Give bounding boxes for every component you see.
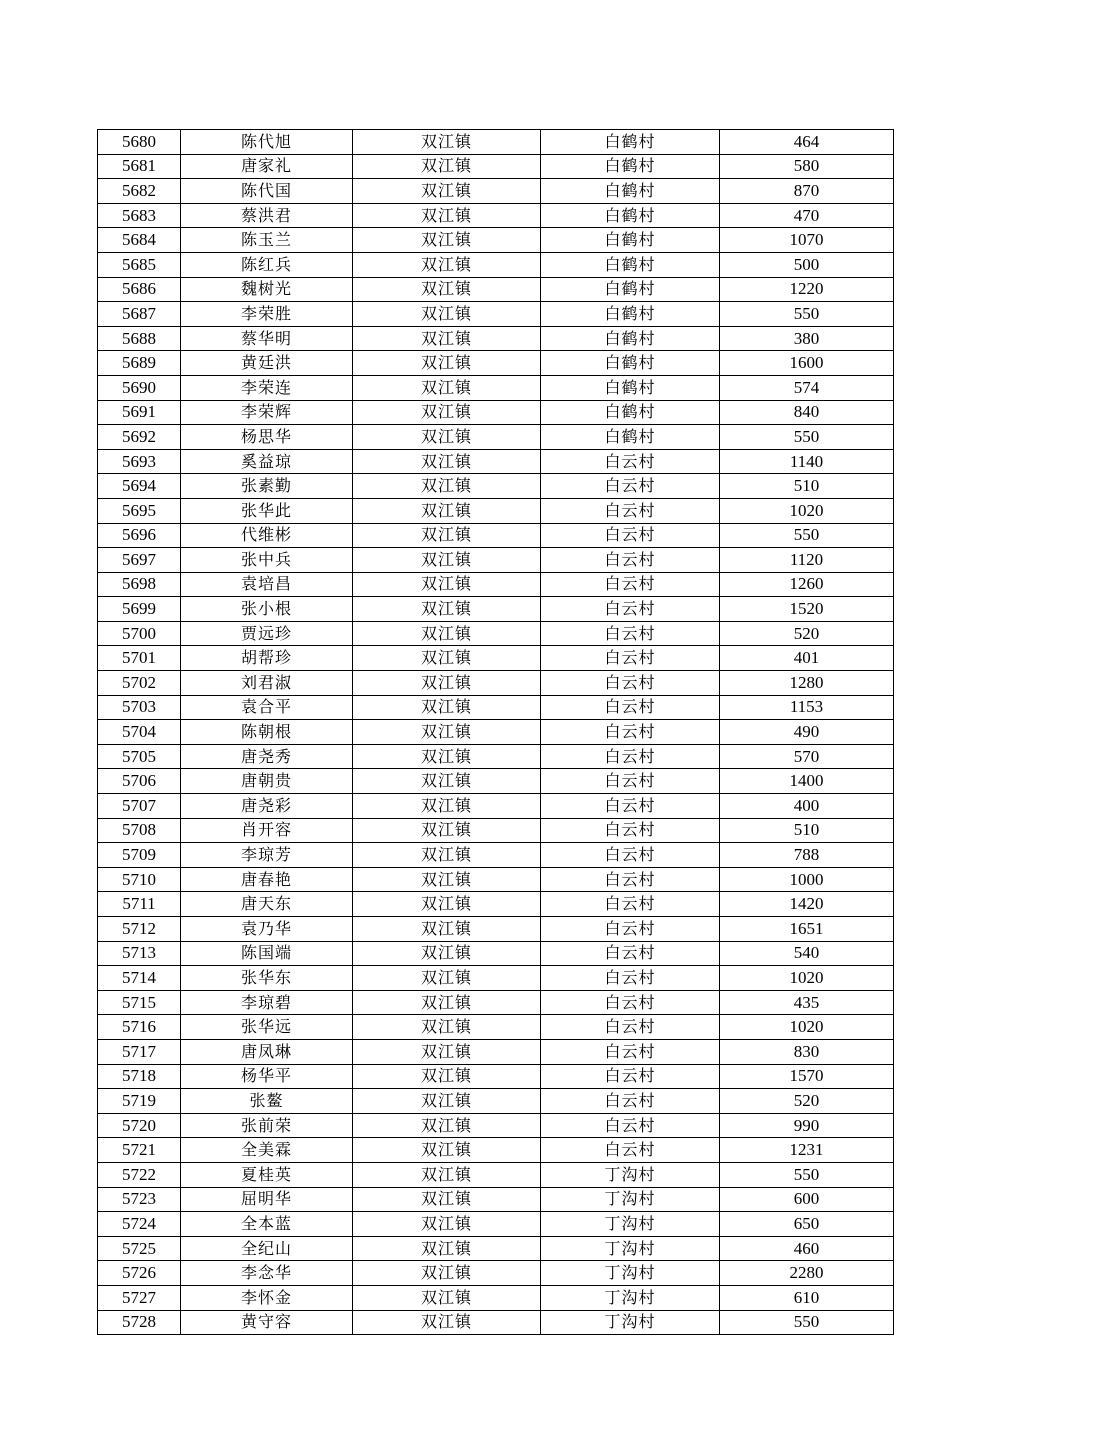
row-number-cell: 5710 xyxy=(98,867,181,892)
row-number-cell: 5724 xyxy=(98,1212,181,1237)
table-row xyxy=(98,818,894,843)
table-row xyxy=(98,695,894,720)
village-cell: 白云村 xyxy=(541,646,720,671)
village-cell: 白云村 xyxy=(541,1015,720,1040)
town-cell: 双江镇 xyxy=(353,1138,541,1163)
town-cell: 双江镇 xyxy=(353,941,541,966)
table-row xyxy=(98,449,894,474)
amount-cell: 500 xyxy=(720,252,894,277)
row-number-cell: 5720 xyxy=(98,1113,181,1138)
table-row xyxy=(98,154,894,179)
row-number-cell: 5681 xyxy=(98,154,181,179)
village-cell: 白鹤村 xyxy=(541,203,720,228)
table-row xyxy=(98,523,894,548)
town-cell: 双江镇 xyxy=(353,548,541,573)
village-cell: 白鹤村 xyxy=(541,302,720,327)
amount-cell: 520 xyxy=(720,1089,894,1114)
town-cell: 双江镇 xyxy=(353,375,541,400)
amount-cell: 990 xyxy=(720,1113,894,1138)
town-cell: 双江镇 xyxy=(353,1261,541,1286)
amount-cell: 550 xyxy=(720,302,894,327)
name-cell: 奚益琼 xyxy=(181,449,353,474)
table-row xyxy=(98,720,894,745)
village-cell: 白云村 xyxy=(541,449,720,474)
row-number-cell: 5721 xyxy=(98,1138,181,1163)
name-cell: 李怀金 xyxy=(181,1285,353,1310)
village-cell: 白鹤村 xyxy=(541,375,720,400)
village-cell: 白云村 xyxy=(541,794,720,819)
town-cell: 双江镇 xyxy=(353,794,541,819)
name-cell: 陈代国 xyxy=(181,179,353,204)
town-cell: 双江镇 xyxy=(353,1310,541,1335)
data-table xyxy=(97,129,894,1335)
name-cell: 杨华平 xyxy=(181,1064,353,1089)
row-number-cell: 5688 xyxy=(98,326,181,351)
town-cell: 双江镇 xyxy=(353,130,541,155)
amount-cell: 464 xyxy=(720,130,894,155)
village-cell: 白云村 xyxy=(541,843,720,868)
town-cell: 双江镇 xyxy=(353,1089,541,1114)
table-row xyxy=(98,1089,894,1114)
name-cell: 全美霖 xyxy=(181,1138,353,1163)
town-cell: 双江镇 xyxy=(353,1064,541,1089)
village-cell: 白云村 xyxy=(541,917,720,942)
table-row xyxy=(98,425,894,450)
table-row xyxy=(98,769,894,794)
row-number-cell: 5703 xyxy=(98,695,181,720)
row-number-cell: 5685 xyxy=(98,252,181,277)
town-cell: 双江镇 xyxy=(353,1039,541,1064)
table-row xyxy=(98,400,894,425)
name-cell: 黄守容 xyxy=(181,1310,353,1335)
table-row xyxy=(98,867,894,892)
amount-cell: 540 xyxy=(720,941,894,966)
amount-cell: 610 xyxy=(720,1285,894,1310)
village-cell: 白鹤村 xyxy=(541,326,720,351)
town-cell: 双江镇 xyxy=(353,646,541,671)
town-cell: 双江镇 xyxy=(353,1236,541,1261)
table-row xyxy=(98,203,894,228)
town-cell: 双江镇 xyxy=(353,966,541,991)
town-cell: 双江镇 xyxy=(353,621,541,646)
row-number-cell: 5718 xyxy=(98,1064,181,1089)
village-cell: 丁沟村 xyxy=(541,1162,720,1187)
town-cell: 双江镇 xyxy=(353,498,541,523)
name-cell: 唐凤琳 xyxy=(181,1039,353,1064)
amount-cell: 460 xyxy=(720,1236,894,1261)
name-cell: 黄廷洪 xyxy=(181,351,353,376)
town-cell: 双江镇 xyxy=(353,744,541,769)
row-number-cell: 5701 xyxy=(98,646,181,671)
row-number-cell: 5693 xyxy=(98,449,181,474)
table-row xyxy=(98,375,894,400)
table-row xyxy=(98,1310,894,1335)
name-cell: 陈玉兰 xyxy=(181,228,353,253)
amount-cell: 510 xyxy=(720,474,894,499)
table-row xyxy=(98,990,894,1015)
name-cell: 屈明华 xyxy=(181,1187,353,1212)
table-row xyxy=(98,548,894,573)
amount-cell: 550 xyxy=(720,1310,894,1335)
village-cell: 白鹤村 xyxy=(541,400,720,425)
table-row xyxy=(98,1285,894,1310)
town-cell: 双江镇 xyxy=(353,1113,541,1138)
row-number-cell: 5711 xyxy=(98,892,181,917)
row-number-cell: 5708 xyxy=(98,818,181,843)
name-cell: 蔡华明 xyxy=(181,326,353,351)
village-cell: 丁沟村 xyxy=(541,1187,720,1212)
table-row xyxy=(98,1064,894,1089)
row-number-cell: 5684 xyxy=(98,228,181,253)
row-number-cell: 5697 xyxy=(98,548,181,573)
village-cell: 白云村 xyxy=(541,1113,720,1138)
amount-cell: 1600 xyxy=(720,351,894,376)
amount-cell: 1070 xyxy=(720,228,894,253)
village-cell: 白云村 xyxy=(541,597,720,622)
table-body xyxy=(98,130,894,1335)
amount-cell: 788 xyxy=(720,843,894,868)
town-cell: 双江镇 xyxy=(353,1212,541,1237)
name-cell: 唐朝贵 xyxy=(181,769,353,794)
name-cell: 陈朝根 xyxy=(181,720,353,745)
name-cell: 肖开容 xyxy=(181,818,353,843)
table-row xyxy=(98,1039,894,1064)
village-cell: 白云村 xyxy=(541,1089,720,1114)
amount-cell: 1651 xyxy=(720,917,894,942)
village-cell: 白鹤村 xyxy=(541,179,720,204)
name-cell: 魏树光 xyxy=(181,277,353,302)
table-row xyxy=(98,1261,894,1286)
row-number-cell: 5694 xyxy=(98,474,181,499)
row-number-cell: 5695 xyxy=(98,498,181,523)
row-number-cell: 5704 xyxy=(98,720,181,745)
row-number-cell: 5705 xyxy=(98,744,181,769)
amount-cell: 470 xyxy=(720,203,894,228)
village-cell: 白云村 xyxy=(541,892,720,917)
table-row xyxy=(98,843,894,868)
table-row xyxy=(98,351,894,376)
name-cell: 张前荣 xyxy=(181,1113,353,1138)
name-cell: 李荣胜 xyxy=(181,302,353,327)
table-row xyxy=(98,941,894,966)
town-cell: 双江镇 xyxy=(353,843,541,868)
amount-cell: 870 xyxy=(720,179,894,204)
town-cell: 双江镇 xyxy=(353,867,541,892)
name-cell: 全本蓝 xyxy=(181,1212,353,1237)
town-cell: 双江镇 xyxy=(353,671,541,696)
amount-cell: 1400 xyxy=(720,769,894,794)
town-cell: 双江镇 xyxy=(353,769,541,794)
name-cell: 张华远 xyxy=(181,1015,353,1040)
name-cell: 李琼芳 xyxy=(181,843,353,868)
village-cell: 白云村 xyxy=(541,523,720,548)
name-cell: 贾远珍 xyxy=(181,621,353,646)
amount-cell: 550 xyxy=(720,425,894,450)
town-cell: 双江镇 xyxy=(353,203,541,228)
row-number-cell: 5686 xyxy=(98,277,181,302)
row-number-cell: 5723 xyxy=(98,1187,181,1212)
amount-cell: 600 xyxy=(720,1187,894,1212)
name-cell: 李荣连 xyxy=(181,375,353,400)
amount-cell: 1020 xyxy=(720,1015,894,1040)
amount-cell: 401 xyxy=(720,646,894,671)
town-cell: 双江镇 xyxy=(353,1162,541,1187)
town-cell: 双江镇 xyxy=(353,572,541,597)
row-number-cell: 5714 xyxy=(98,966,181,991)
name-cell: 李琼碧 xyxy=(181,990,353,1015)
row-number-cell: 5689 xyxy=(98,351,181,376)
table-row xyxy=(98,572,894,597)
town-cell: 双江镇 xyxy=(353,1187,541,1212)
table-row xyxy=(98,474,894,499)
amount-cell: 510 xyxy=(720,818,894,843)
name-cell: 张素勤 xyxy=(181,474,353,499)
village-cell: 白鹤村 xyxy=(541,351,720,376)
row-number-cell: 5712 xyxy=(98,917,181,942)
table-row xyxy=(98,917,894,942)
amount-cell: 580 xyxy=(720,154,894,179)
row-number-cell: 5717 xyxy=(98,1039,181,1064)
name-cell: 代维彬 xyxy=(181,523,353,548)
village-cell: 白云村 xyxy=(541,1138,720,1163)
town-cell: 双江镇 xyxy=(353,277,541,302)
row-number-cell: 5687 xyxy=(98,302,181,327)
village-cell: 白云村 xyxy=(541,474,720,499)
amount-cell: 1520 xyxy=(720,597,894,622)
village-cell: 白鹤村 xyxy=(541,228,720,253)
amount-cell: 574 xyxy=(720,375,894,400)
table-row xyxy=(98,892,894,917)
table-row xyxy=(98,326,894,351)
amount-cell: 550 xyxy=(720,523,894,548)
town-cell: 双江镇 xyxy=(353,228,541,253)
name-cell: 李念华 xyxy=(181,1261,353,1286)
town-cell: 双江镇 xyxy=(353,302,541,327)
town-cell: 双江镇 xyxy=(353,523,541,548)
table-row xyxy=(98,130,894,155)
row-number-cell: 5698 xyxy=(98,572,181,597)
table-row xyxy=(98,252,894,277)
town-cell: 双江镇 xyxy=(353,351,541,376)
row-number-cell: 5683 xyxy=(98,203,181,228)
amount-cell: 400 xyxy=(720,794,894,819)
row-number-cell: 5727 xyxy=(98,1285,181,1310)
name-cell: 蔡洪君 xyxy=(181,203,353,228)
amount-cell: 570 xyxy=(720,744,894,769)
village-cell: 白云村 xyxy=(541,966,720,991)
village-cell: 白鹤村 xyxy=(541,154,720,179)
village-cell: 白云村 xyxy=(541,818,720,843)
table-row xyxy=(98,228,894,253)
name-cell: 袁培昌 xyxy=(181,572,353,597)
amount-cell: 1140 xyxy=(720,449,894,474)
village-cell: 白云村 xyxy=(541,744,720,769)
village-cell: 白云村 xyxy=(541,1064,720,1089)
amount-cell: 1000 xyxy=(720,867,894,892)
name-cell: 胡帮珍 xyxy=(181,646,353,671)
name-cell: 张中兵 xyxy=(181,548,353,573)
table-row xyxy=(98,1162,894,1187)
town-cell: 双江镇 xyxy=(353,818,541,843)
row-number-cell: 5680 xyxy=(98,130,181,155)
name-cell: 陈代旭 xyxy=(181,130,353,155)
table-row xyxy=(98,794,894,819)
row-number-cell: 5699 xyxy=(98,597,181,622)
name-cell: 唐尧秀 xyxy=(181,744,353,769)
row-number-cell: 5725 xyxy=(98,1236,181,1261)
amount-cell: 380 xyxy=(720,326,894,351)
name-cell: 唐天东 xyxy=(181,892,353,917)
amount-cell: 550 xyxy=(720,1162,894,1187)
table-row xyxy=(98,302,894,327)
village-cell: 白云村 xyxy=(541,720,720,745)
town-cell: 双江镇 xyxy=(353,326,541,351)
table-row xyxy=(98,277,894,302)
village-cell: 白云村 xyxy=(541,498,720,523)
amount-cell: 1020 xyxy=(720,966,894,991)
row-number-cell: 5713 xyxy=(98,941,181,966)
name-cell: 夏桂英 xyxy=(181,1162,353,1187)
town-cell: 双江镇 xyxy=(353,252,541,277)
amount-cell: 840 xyxy=(720,400,894,425)
town-cell: 双江镇 xyxy=(353,597,541,622)
name-cell: 李荣辉 xyxy=(181,400,353,425)
row-number-cell: 5692 xyxy=(98,425,181,450)
amount-cell: 830 xyxy=(720,1039,894,1064)
amount-cell: 1280 xyxy=(720,671,894,696)
amount-cell: 1220 xyxy=(720,277,894,302)
name-cell: 陈红兵 xyxy=(181,252,353,277)
village-cell: 白鹤村 xyxy=(541,425,720,450)
village-cell: 白云村 xyxy=(541,572,720,597)
town-cell: 双江镇 xyxy=(353,695,541,720)
row-number-cell: 5728 xyxy=(98,1310,181,1335)
village-cell: 白云村 xyxy=(541,621,720,646)
village-cell: 白云村 xyxy=(541,990,720,1015)
name-cell: 唐尧彩 xyxy=(181,794,353,819)
town-cell: 双江镇 xyxy=(353,474,541,499)
amount-cell: 1231 xyxy=(720,1138,894,1163)
amount-cell: 1153 xyxy=(720,695,894,720)
town-cell: 双江镇 xyxy=(353,1285,541,1310)
table-row xyxy=(98,597,894,622)
table-row xyxy=(98,621,894,646)
amount-cell: 650 xyxy=(720,1212,894,1237)
village-cell: 白云村 xyxy=(541,941,720,966)
table-row xyxy=(98,1113,894,1138)
village-cell: 白云村 xyxy=(541,671,720,696)
town-cell: 双江镇 xyxy=(353,990,541,1015)
village-cell: 白云村 xyxy=(541,548,720,573)
row-number-cell: 5691 xyxy=(98,400,181,425)
table-row xyxy=(98,646,894,671)
village-cell: 丁沟村 xyxy=(541,1261,720,1286)
town-cell: 双江镇 xyxy=(353,154,541,179)
name-cell: 袁乃华 xyxy=(181,917,353,942)
row-number-cell: 5682 xyxy=(98,179,181,204)
town-cell: 双江镇 xyxy=(353,425,541,450)
name-cell: 张小根 xyxy=(181,597,353,622)
amount-cell: 1420 xyxy=(720,892,894,917)
name-cell: 张鳌 xyxy=(181,1089,353,1114)
row-number-cell: 5696 xyxy=(98,523,181,548)
amount-cell: 1120 xyxy=(720,548,894,573)
amount-cell: 490 xyxy=(720,720,894,745)
name-cell: 张华此 xyxy=(181,498,353,523)
town-cell: 双江镇 xyxy=(353,400,541,425)
village-cell: 白云村 xyxy=(541,867,720,892)
amount-cell: 1260 xyxy=(720,572,894,597)
town-cell: 双江镇 xyxy=(353,917,541,942)
row-number-cell: 5709 xyxy=(98,843,181,868)
row-number-cell: 5707 xyxy=(98,794,181,819)
village-cell: 白云村 xyxy=(541,1039,720,1064)
village-cell: 白云村 xyxy=(541,769,720,794)
row-number-cell: 5726 xyxy=(98,1261,181,1286)
town-cell: 双江镇 xyxy=(353,892,541,917)
name-cell: 全纪山 xyxy=(181,1236,353,1261)
town-cell: 双江镇 xyxy=(353,179,541,204)
table-row xyxy=(98,1187,894,1212)
table-row xyxy=(98,1212,894,1237)
village-cell: 白云村 xyxy=(541,695,720,720)
name-cell: 张华东 xyxy=(181,966,353,991)
name-cell: 袁合平 xyxy=(181,695,353,720)
amount-cell: 1020 xyxy=(720,498,894,523)
table-row xyxy=(98,744,894,769)
name-cell: 陈国端 xyxy=(181,941,353,966)
row-number-cell: 5706 xyxy=(98,769,181,794)
name-cell: 唐家礼 xyxy=(181,154,353,179)
village-cell: 丁沟村 xyxy=(541,1285,720,1310)
village-cell: 白鹤村 xyxy=(541,277,720,302)
amount-cell: 1570 xyxy=(720,1064,894,1089)
village-cell: 丁沟村 xyxy=(541,1310,720,1335)
amount-cell: 2280 xyxy=(720,1261,894,1286)
name-cell: 唐春艳 xyxy=(181,867,353,892)
amount-cell: 520 xyxy=(720,621,894,646)
table-row xyxy=(98,1236,894,1261)
table-row xyxy=(98,966,894,991)
row-number-cell: 5722 xyxy=(98,1162,181,1187)
row-number-cell: 5702 xyxy=(98,671,181,696)
table-row xyxy=(98,671,894,696)
table-row xyxy=(98,498,894,523)
table-row xyxy=(98,179,894,204)
row-number-cell: 5719 xyxy=(98,1089,181,1114)
village-cell: 丁沟村 xyxy=(541,1236,720,1261)
name-cell: 杨思华 xyxy=(181,425,353,450)
table-row xyxy=(98,1138,894,1163)
amount-cell: 435 xyxy=(720,990,894,1015)
town-cell: 双江镇 xyxy=(353,1015,541,1040)
town-cell: 双江镇 xyxy=(353,449,541,474)
village-cell: 丁沟村 xyxy=(541,1212,720,1237)
row-number-cell: 5716 xyxy=(98,1015,181,1040)
name-cell: 刘君淑 xyxy=(181,671,353,696)
table-row xyxy=(98,1015,894,1040)
row-number-cell: 5715 xyxy=(98,990,181,1015)
village-cell: 白鹤村 xyxy=(541,252,720,277)
village-cell: 白鹤村 xyxy=(541,130,720,155)
row-number-cell: 5700 xyxy=(98,621,181,646)
row-number-cell: 5690 xyxy=(98,375,181,400)
town-cell: 双江镇 xyxy=(353,720,541,745)
